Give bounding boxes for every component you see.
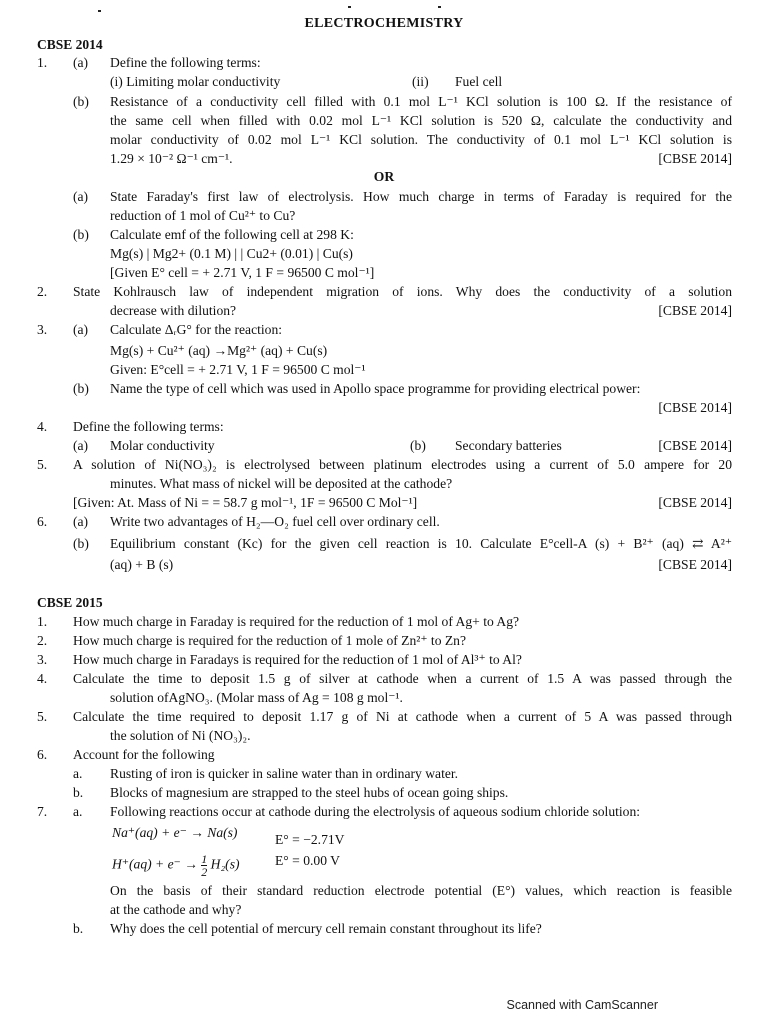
given-data: [Given: At. Mass of Ni = = 58.7 g mol⁻¹, 1F = 96500 C Mol⁻¹]	[73, 495, 418, 510]
question-text: State Faraday's first law of electrolysis. How much charge in terms of Faraday is required for the	[110, 189, 732, 204]
question-text: Define the following terms:	[110, 55, 261, 70]
part-label: (b)	[410, 438, 426, 453]
term-ii-label: (ii)	[412, 74, 429, 89]
half-reaction-2	[112, 853, 240, 878]
fraction-one-half	[201, 853, 207, 878]
exam-tag: [CBSE 2014]	[658, 495, 732, 510]
scanner-watermark: Scanned with CamScanner	[506, 998, 658, 1012]
question-text: A solution of Ni(NO₃)₂ is electrolysed between platinum electrodes using a current of 5.0 ampere for 20	[73, 457, 732, 472]
exam-tag: [CBSE 2014]	[658, 557, 732, 572]
part-label: (a)	[73, 514, 89, 529]
half-reaction-2-right: H₂(s)	[210, 856, 240, 872]
question-text: Resistance of a conductivity cell filled with 0.1 mol L⁻¹ KCl solution is 100 Ω. If the resistance of	[110, 94, 732, 109]
part-label: a.	[73, 766, 83, 781]
scan-speck	[98, 10, 101, 12]
question-text: Rusting of iron is quicker in saline water than in ordinary water.	[110, 766, 459, 781]
question-number: 2.	[37, 633, 48, 648]
part-label: (b)	[73, 536, 89, 551]
fraction-denominator: 2	[201, 865, 208, 879]
or-divider: OR	[373, 169, 395, 184]
question-text: Account for the following	[73, 747, 215, 762]
question-text: Write two advantages of H₂—O₂ fuel cell over ordinary cell.	[110, 514, 440, 529]
question-text: Calculate the time to deposit 1.5 g of silver at cathode when a current of 1.5 A was passed through the	[73, 671, 732, 686]
exam-tag: [CBSE 2014]	[658, 438, 732, 453]
given-data: Given: E°cell = + 2.71 V, 1 F = 96500 C mol⁻¹	[110, 362, 366, 377]
given-data: [Given E° cell = + 2.71 V, 1 F = 96500 C mol⁻¹]	[110, 265, 375, 280]
question-text: Why does the cell potential of mercury cell remain constant throughout its life?	[110, 921, 542, 936]
exam-tag: [CBSE 2014]	[658, 400, 732, 415]
question-text: the same cell when filled with 0.02 mol L⁻¹ KCl solution is 520 Ω, calculate the conductivity and	[110, 113, 732, 128]
half-reaction-1: Na⁺(aq) + e⁻ → Na(s)	[112, 825, 238, 840]
question-number: 5.	[37, 457, 48, 472]
term-i: (i) Limiting molar conductivity	[110, 74, 281, 89]
question-text: How much charge is required for the reduction of 1 mole of Zn²⁺ to Zn?	[73, 633, 467, 648]
question-text: (aq) + B (s)	[110, 557, 174, 572]
question-number: 7.	[37, 804, 48, 819]
part-label: (b)	[73, 227, 89, 242]
part-label: (b)	[73, 94, 89, 109]
question-number: 1.	[37, 614, 48, 629]
question-number: 6.	[37, 747, 48, 762]
potential-2: E° = 0.00 V	[275, 853, 340, 868]
part-label: (a)	[73, 55, 89, 70]
question-text: Calculate the time required to deposit 1.17 g of Ni at cathode when a current of 5 A was passed through	[73, 709, 732, 724]
scan-speck	[348, 6, 351, 8]
question-number: 5.	[37, 709, 48, 724]
question-text: How much charge in Faraday is required for the reduction of 1 mol of Ag+ to Ag?	[73, 614, 520, 629]
exam-tag: [CBSE 2014]	[658, 151, 732, 166]
question-text: molar conductivity of 0.02 mol L⁻¹ KCl solution. The conductivity of 0.1 mol L⁻¹ KCl solution is	[110, 132, 732, 147]
part-label: (a)	[73, 438, 89, 453]
question-text: On the basis of their standard reduction electrode potential (E°) values, which reaction is feasible	[110, 883, 732, 898]
question-text: the solution of Ni (NO₃)₂.	[110, 728, 251, 743]
part-label: a.	[73, 804, 83, 819]
section-heading-2014: CBSE 2014	[37, 37, 103, 52]
section-heading-2015: CBSE 2015	[37, 595, 103, 610]
part-label: (b)	[73, 381, 89, 396]
part-label: (a)	[73, 189, 89, 204]
question-number: 6.	[37, 514, 48, 529]
question-text: 1.29 × 10⁻² Ω⁻¹ cm⁻¹.	[110, 151, 233, 166]
question-text: minutes. What mass of nickel will be deposited at the cathode?	[110, 476, 453, 491]
question-number: 4.	[37, 671, 48, 686]
question-text: Following reactions occur at cathode during the electrolysis of aqueous sodium chloride solution:	[110, 804, 641, 819]
question-text: Equilibrium constant (Kc) for the given cell reaction is 10. Calculate E°cell-A (s) + B²⁺ (aq) ⇄ A²⁺	[110, 536, 732, 551]
question-text: at the cathode and why?	[110, 902, 242, 917]
term-b: Secondary batteries	[455, 438, 562, 453]
question-number: 3.	[37, 652, 48, 667]
question-text: Define the following terms:	[73, 419, 224, 434]
cell-notation: Mg(s) | Mg2+ (0.1 M) | | Cu2+ (0.01) | Cu(s)	[110, 246, 353, 261]
scan-speck	[438, 6, 441, 8]
part-label: b.	[73, 785, 84, 800]
question-text: Name the type of cell which was used in Apollo space programme for providing electrical power:	[110, 381, 641, 396]
question-number: 4.	[37, 419, 48, 434]
question-text: Calculate emf of the following cell at 298 K:	[110, 227, 354, 242]
question-text: Calculate ΔᵣG° for the reaction:	[110, 322, 283, 337]
question-number: 1.	[37, 55, 48, 70]
page-title: ELECTROCHEMISTRY	[304, 16, 464, 31]
question-text: How much charge in Faradays is required for the reduction of 1 mol of Al³⁺ to Al?	[73, 652, 522, 667]
half-reaction-2-left: H⁺(aq) + e⁻ →	[112, 856, 198, 872]
reaction-equation: Mg(s) + Cu²⁺ (aq) →Mg²⁺ (aq) + Cu(s)	[110, 343, 328, 358]
question-text: Blocks of magnesium are strapped to the steel hubs of ocean going ships.	[110, 785, 509, 800]
question-text: State Kohlrausch law of independent migration of ions. Why does the conductivity of a solution	[73, 284, 732, 299]
question-number: 2.	[37, 284, 48, 299]
term-ii: Fuel cell	[455, 74, 503, 89]
exam-tag: [CBSE 2014]	[658, 303, 732, 318]
fraction-numerator: 1	[201, 852, 208, 866]
part-label: b.	[73, 921, 84, 936]
term-a: Molar conductivity	[110, 438, 215, 453]
part-label: (a)	[73, 322, 89, 337]
question-text: decrease with dilution?	[110, 303, 237, 318]
potential-1: E° = −2.71V	[275, 832, 345, 847]
question-text: reduction of 1 mol of Cu²⁺ to Cu?	[110, 208, 296, 223]
question-number: 3.	[37, 322, 48, 337]
question-text: solution ofAgNO₃. (Molar mass of Ag = 108 g mol⁻¹.	[110, 690, 403, 705]
